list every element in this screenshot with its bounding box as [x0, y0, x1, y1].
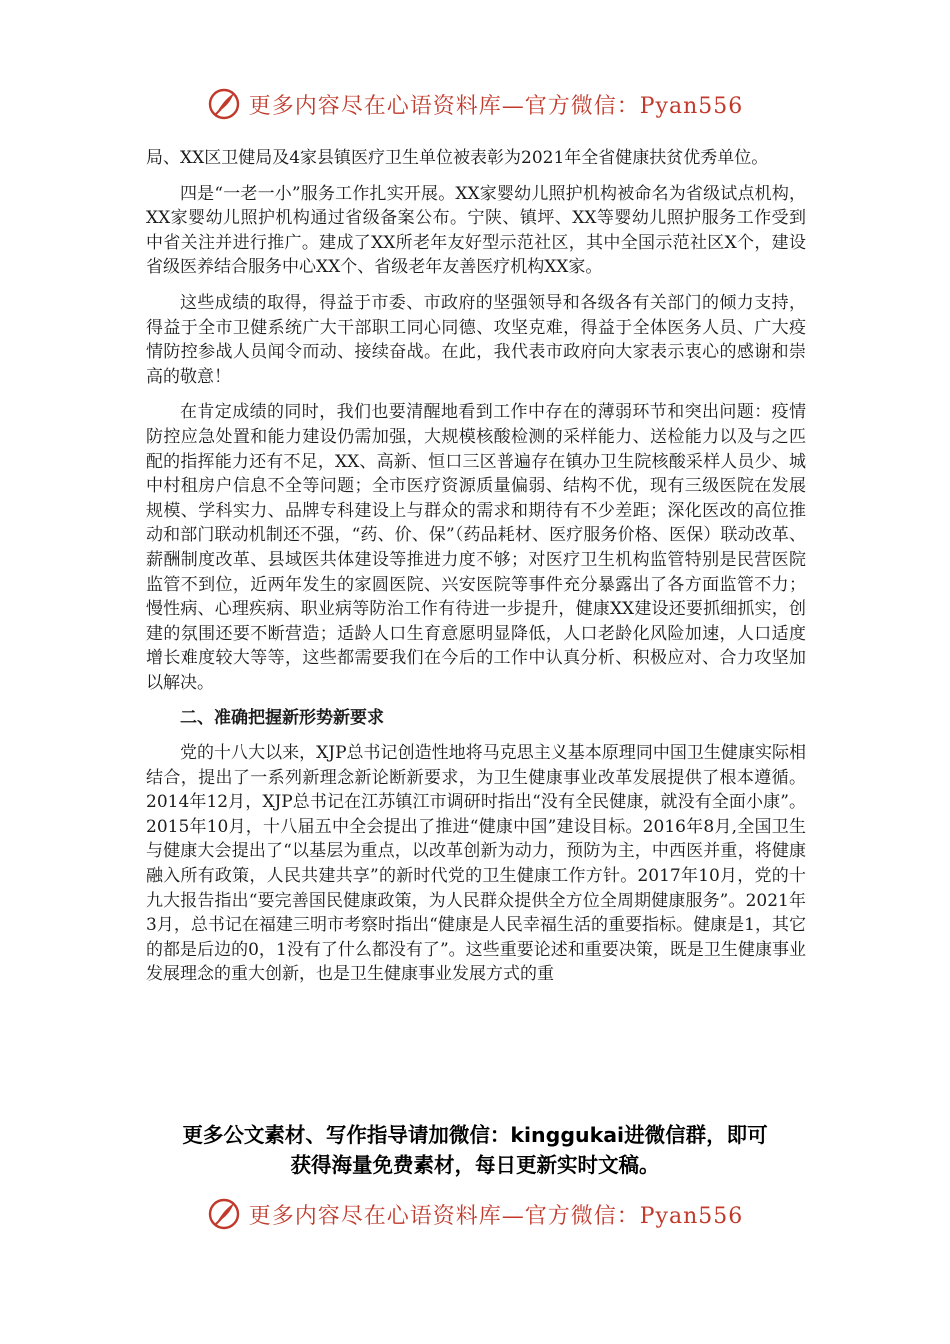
paragraph-acknowledgements: 这些成绩的取得，得益于市委、市政府的坚强领导和各级各有关部门的倾力支持，得益于全市卫健系统广大干部职工同心同德、攻坚克难，得益于全体医务人员、广大疫情防控参战人员闻令而动、接续奋战。在此，我代表市政府向大家表示衷心的感谢和崇高的敬意！ — [146, 292, 806, 387]
header-banner-text: 更多内容尽在心语资料库—官方微信：Pyan556 — [248, 93, 744, 119]
promo-notice — [100, 1120, 850, 1180]
paragraph-weaknesses: 在肯定成绩的同时，我们也要清醒地看到工作中存在的薄弱环节和突出问题：疫情防控应急处置和能力建设仍需加强，大规模核酸检测的采样能力、送检能力以及与之匹配的指挥能力还有不足，XX、高新、恒口三区普遍存在镇办卫生院核酸采样人员少、城中村租房户信息不全等问题；全市医疗资源质量偏弱、结构不优，现有三级医院在发展规模、学科实力、品牌专科建设上与群众的需求和期待有不少差距；深化医改的高位推动和部门联动机制还不强，“药、价、保”（药品耗材、医疗服务价格、医保）联动改革、薪酬制度改革、县域医共体建设等推进力度不够；对医疗卫生机构监管特别是民营医院监管不到位，近两年发生的家圆医院、兴安医院等事件充分暴露出了各方面监管不力；慢性病、心理疾病、职业病等防治工作有待进一步提升，健康XX建设还要抓细抓实，创建的氛围还要不断营造；适龄人口生育意愿明显降低，人口老龄化风险加速，人口适度增长难度较大等等，这些都需要我们在今后的工作中认真分析、积极应对、合力攻坚加以解决。 — [146, 402, 806, 693]
feather-pen-logo-icon — [207, 1197, 241, 1231]
section-heading: 二、准确把握新形势新要求 — [180, 708, 384, 729]
promo-line-1: 更多公文素材、写作指导请加微信：kinggukai进微信群，即可 — [182, 1123, 768, 1147]
feather-pen-logo-icon — [207, 87, 241, 121]
header-banner — [0, 84, 950, 124]
promo-line-2: 获得海量免费素材，每日更新实时文稿。 — [290, 1153, 660, 1177]
footer-banner-text: 更多内容尽在心语资料库—官方微信：Pyan556 — [248, 1203, 744, 1229]
paragraph-new-requirements: 党的十八大以来，XJP总书记创造性地将马克思主义基本原理同中国卫生健康实际相结合，提出了一系列新理念新论断新要求，为卫生健康事业改革发展提供了根本遵循。2014年12月，XJP总书记在江苏镇江市调研时指出“没有全民健康，就没有全面小康”。2015年10月，十八届五中全会提出了推进“健康中国”建设目标。2016年8月,全国卫生与健康大会提出了“以基层为重点，以改革创新为动力，预防为主，中西医并重，将健康融入所有政策，人民共建共享”的新时代党的卫生健康工作方针。2017年10月，党的十九大报告指出“要完善国民健康政策，为人民群众提供全方位全周期健康服务”。2021年3月，总书记在福建三明市考察时指出“健康是人民幸福生活的重要指标。健康是1，其它的都是后边的0，1没有了什么都没有了”。这些重要论述和重要决策，既是卫生健康事业发展理念的重大创新，也是卫生健康事业发展方式的重 — [146, 743, 806, 985]
document-body — [146, 146, 806, 998]
footer-banner — [0, 1192, 950, 1236]
paragraph-elderly-children-services: 四是“一老一小”服务工作扎实开展。XX家婴幼儿照护机构被命名为省级试点机构，XX家婴幼儿照护机构通过省级备案公布。宁陕、镇坪、XX等婴幼儿照护服务工作受到中省关注并进行推广。建成了XX所老年友好型示范社区，其中全国示范社区X个，建设省级医养结合服务中心XX个、省级老年友善医疗机构XX家。 — [146, 183, 806, 278]
paragraph-continued: 局、XX区卫健局及4家县镇医疗卫生单位被表彰为2021年全省健康扶贫优秀单位。 — [146, 148, 769, 168]
